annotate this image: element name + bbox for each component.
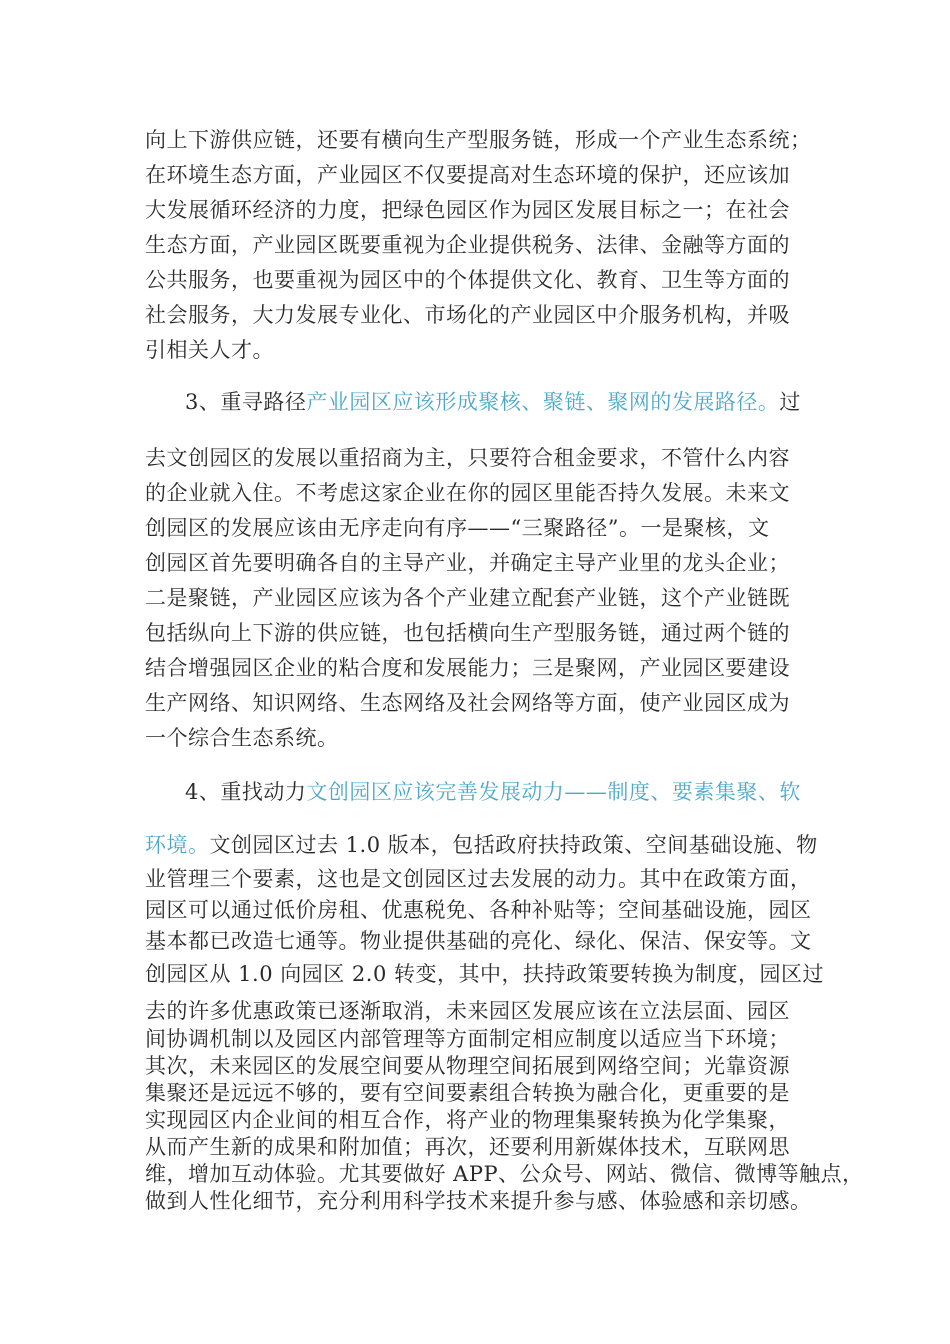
text-line: 做到人性化细节，充分利用科学技术来提升参与感、体验感和亲切感。 bbox=[145, 1189, 812, 1213]
text-line: 去文创园区的发展以重招商为主，只要符合租金要求，不管什么内容 bbox=[145, 446, 790, 470]
section-4-highlight-cont: 环境。 bbox=[145, 833, 210, 857]
text-line: 园区可以通过低价房租、优惠税免、各种补贴等；空间基础设施，园区 bbox=[145, 898, 812, 922]
text-line: 间协调机制以及园区内部管理等方面制定相应制度以适应当下环境； bbox=[145, 1027, 790, 1051]
text-line: 引相关人才。 bbox=[145, 338, 274, 362]
text-line: 在环境生态方面，产业园区不仅要提高对生态环境的保护，还应该加 bbox=[145, 163, 790, 187]
text-line: 的企业就入住。不考虑这家企业在你的园区里能否持久发展。未来文 bbox=[145, 481, 790, 505]
section-3-heading bbox=[185, 389, 801, 415]
section-4-line-2 bbox=[145, 832, 818, 858]
text-line: 业管理三个要素，这也是文创园区过去发展的动力。其中在政策方面， bbox=[145, 867, 812, 891]
text-line: 结合增强园区企业的粘合度和发展能力；三是聚网，产业园区要建设 bbox=[145, 656, 790, 680]
section-3-highlight: 产业园区应该形成聚核、聚链、聚网的发展路径。 bbox=[306, 390, 780, 414]
section-4-heading bbox=[185, 779, 801, 805]
text-line: 公共服务，也要重视为园区中的个体提供文化、教育、卫生等方面的 bbox=[145, 268, 790, 292]
text-line: 基本都已改造七通等。物业提供基础的亮化、绿化、保洁、保安等。文 bbox=[145, 929, 812, 953]
text-line: 二是聚链，产业园区应该为各个产业建立配套产业链，这个产业链既 bbox=[145, 586, 790, 610]
text-line: 包括纵向上下游的供应链，也包括横向生产型服务链，通过两个链的 bbox=[145, 621, 790, 645]
text-line: 向上下游供应链，还要有横向生产型服务链，形成一个产业生态系统； bbox=[145, 128, 812, 152]
text-line: 大发展循环经济的力度，把绿色园区作为园区发展目标之一；在社会 bbox=[145, 198, 790, 222]
text-line: 生态方面，产业园区既要重视为企业提供税务、法律、金融等方面的 bbox=[145, 233, 790, 257]
text-line: 维，增加互动体验。尤其要做好 APP、公众号、网站、微信、微博等触点， bbox=[145, 1162, 864, 1186]
text-line: 其次，未来园区的发展空间要从物理空间拓展到网络空间；光靠资源 bbox=[145, 1054, 790, 1078]
text-line: 集聚还是远远不够的，要有空间要素组合转换为融合化，更重要的是 bbox=[145, 1081, 790, 1105]
section-3-tail: 过 bbox=[779, 390, 801, 414]
text-line: 实现园区内企业间的相互合作，将产业的物理集聚转换为化学集聚， bbox=[145, 1108, 790, 1132]
text-span: 文创园区过去 1.0 版本，包括政府扶持政策、空间基础设施、物 bbox=[209, 833, 818, 857]
text-line: 一个综合生态系统。 bbox=[145, 726, 339, 750]
text-line: 从而产生新的成果和附加值；再次，还要利用新媒体技术，互联网思 bbox=[145, 1135, 790, 1159]
text-line: 创园区从 1.0 向园区 2.0 转变，其中，扶持政策要转换为制度，园区过 bbox=[145, 962, 824, 986]
section-3-number: 3、重寻路径 bbox=[185, 390, 307, 414]
text-line: 创园区的发展应该由无序走向有序——“三聚路径”。一是聚核，文 bbox=[145, 516, 770, 540]
text-line: 社会服务，大力发展专业化、市场化的产业园区中介服务机构，并吸 bbox=[145, 303, 790, 327]
section-4-highlight: 文创园区应该完善发展动力——制度、要素集聚、软 bbox=[306, 780, 801, 804]
text-line: 生产网络、知识网络、生态网络及社会网络等方面，使产业园区成为 bbox=[145, 691, 790, 715]
section-4-number: 4、重找动力 bbox=[185, 780, 307, 804]
text-line: 创园区首先要明确各自的主导产业，并确定主导产业里的龙头企业； bbox=[145, 551, 790, 575]
text-line: 去的许多优惠政策已逐渐取消，未来园区发展应该在立法层面、园区 bbox=[145, 999, 790, 1023]
